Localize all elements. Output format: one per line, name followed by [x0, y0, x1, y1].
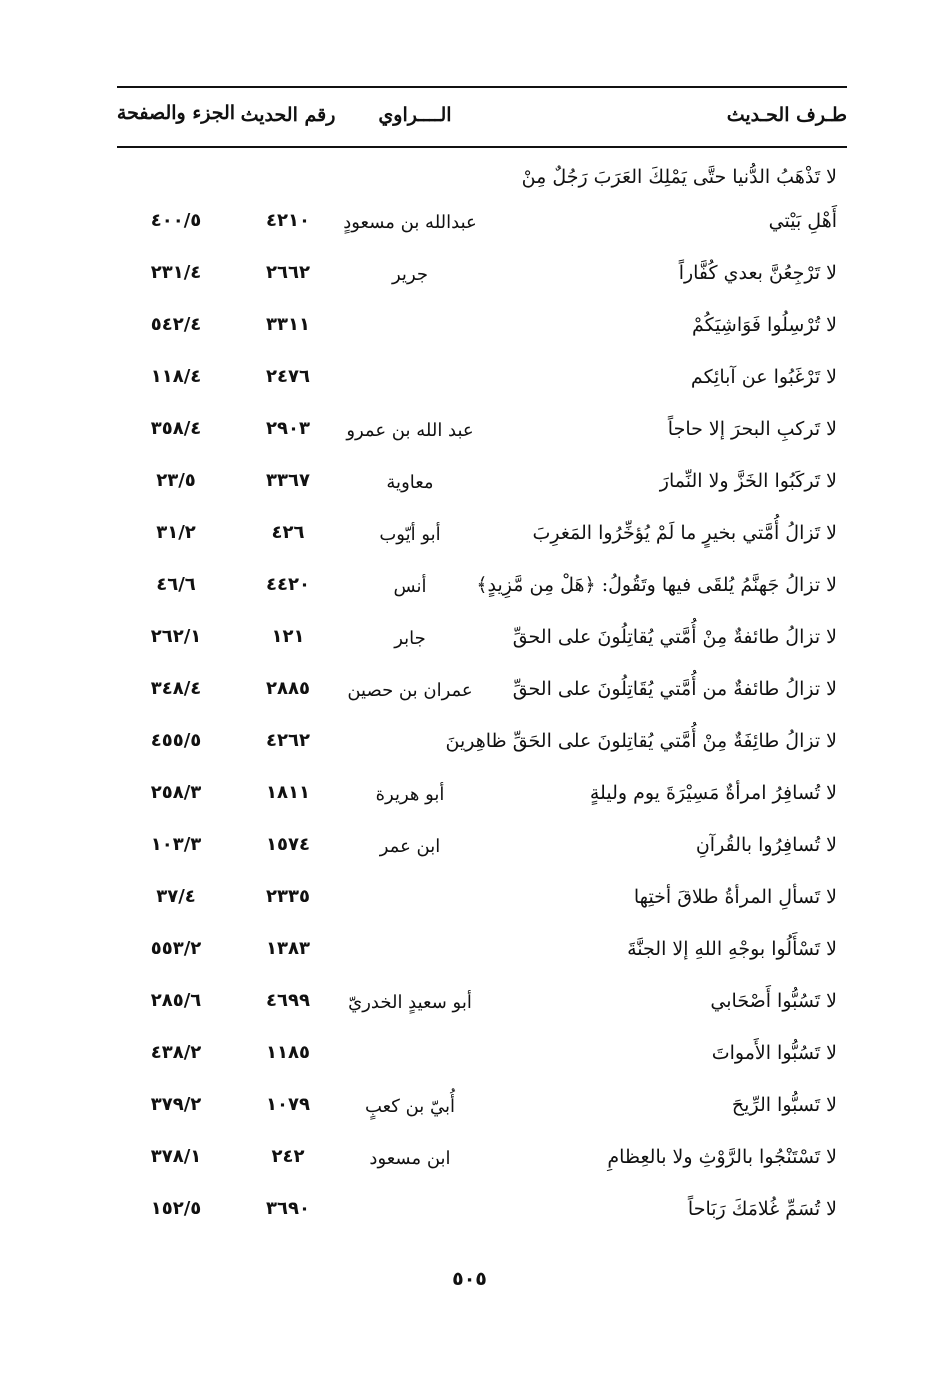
narrator: جابر — [394, 628, 426, 649]
hadith-text: أَهْلِ بَيْتي — [768, 210, 837, 232]
hadith-number: ١٥٧٤ — [266, 834, 310, 855]
hadith-text: لا تُرْسِلُوا فَوَاشِيَكُمْ — [692, 314, 837, 336]
hadith-text: لا تَرْجِعُنَّ بعدي كُفَّاراً — [678, 262, 837, 284]
hadith-number: ٣٦٩٠ — [266, 1198, 310, 1219]
hadith-number: ٢٤٢ — [271, 1146, 305, 1167]
header-hadith-number: رقم الحديث — [240, 104, 336, 126]
table-row — [100, 1138, 847, 1190]
hadith-text: لا تَزالُ أُمَّتي بخيرٍ ما لَمْ يُؤخِّرُوا المَغرِبَ — [532, 522, 837, 544]
hadith-number: ٣٣١١ — [266, 314, 310, 335]
hadith-text: لا تَسألِ المرأةُ طلاقَ أختِها — [633, 886, 837, 908]
hadith-text: لا تُسَمِّ غُلامَكَ رَبَاحاً — [687, 1198, 837, 1220]
hadith-number: ٣٣٦٧ — [266, 470, 310, 491]
narrator: عمران بن حصين — [347, 680, 473, 701]
hadith-number: ٤٦٩٩ — [266, 990, 310, 1011]
table-row — [100, 670, 847, 722]
volume-page: ٤٥٥/٥ — [150, 730, 202, 751]
hadith-number: ٤٢٦٢ — [266, 730, 310, 751]
volume-page: ١٥٢/٥ — [150, 1198, 202, 1219]
hadith-number: ٢٦٦٢ — [266, 262, 310, 283]
table-row — [100, 1034, 847, 1086]
narrator: أبو هريرة — [375, 784, 445, 805]
table-row — [100, 982, 847, 1034]
volume-page: ٣١/٢ — [156, 522, 196, 543]
hadith-number: ١٢١ — [271, 626, 305, 647]
hadith-text: لا تَسْتَنْجُوا بالرَّوْثِ ولا بالعِظامِ — [607, 1146, 837, 1168]
table-row — [100, 878, 847, 930]
volume-page: ١١٨/٤ — [150, 366, 202, 387]
volume-page: ٣٧٨/١ — [150, 1146, 202, 1167]
table-row — [100, 462, 847, 514]
narrator: ابن مسعود — [369, 1148, 451, 1169]
narrator: أُبيّ بن كعبٍ — [364, 1096, 456, 1117]
hadith-number: ٢٤٧٦ — [266, 366, 310, 387]
hadith-number: ٢٨٨٥ — [266, 678, 310, 699]
narrator: أبو سعيدٍ الخدريّ — [348, 992, 472, 1013]
hadith-index-table — [100, 158, 847, 1242]
table-row — [100, 306, 847, 358]
hadith-number: ٢٩٠٣ — [266, 418, 310, 439]
table-row — [100, 358, 847, 410]
table-row — [100, 410, 847, 462]
hadith-text: لا تَسْأَلُوا بوجْهِ اللهِ إلا الجنَّةَ — [627, 938, 837, 960]
hadith-text: لا تَسُبُّوا أَصْحَابي — [710, 990, 837, 1012]
volume-page: ٢٥٨/٣ — [150, 782, 202, 803]
narrator: معاوية — [386, 472, 434, 493]
hadith-text: لا تُسافِرُوا بالقُرآنِ — [695, 834, 837, 856]
narrator: جرير — [392, 264, 428, 285]
page-number: ٥٠٥ — [452, 1268, 487, 1290]
volume-page: ٣٥٨/٤ — [150, 418, 202, 439]
table-row — [100, 1190, 847, 1242]
volume-page: ٥٥٣/٢ — [150, 938, 202, 959]
hadith-number: ١١٨٥ — [266, 1042, 310, 1063]
volume-page: ٤٠٠/٥ — [150, 210, 202, 231]
volume-page: ٢٦٢/١ — [150, 626, 202, 647]
hadith-text: لا تَسُبُّوا الأَمواتَ — [711, 1042, 837, 1064]
hadith-number: ٢٣٣٥ — [266, 886, 310, 907]
hadith-text: لا تزالُ طائفةٌ مِنْ أُمَّتي يُقاتِلُونَ على الحقِّ — [512, 626, 837, 648]
narrator: أبو أيّوب — [379, 524, 441, 545]
hadith-text: لا تَسبُّوا الرِّيحَ — [731, 1094, 837, 1116]
narrator: أنس — [393, 576, 427, 597]
volume-page: ٤٣٨/٢ — [150, 1042, 202, 1063]
top-rule — [117, 86, 847, 88]
hadith-text: لا تُسافِرُ امرأةٌ مَسِيْرَةَ يوم وليلةٍ — [589, 782, 837, 804]
table-row — [100, 1086, 847, 1138]
hadith-text: لا تزالُ جَهنَّمُ يُلقَى فيها وتَقُولُ: ﴿هَلْ مِن مَّزِيدٍ﴾ — [476, 574, 837, 596]
volume-page: ٢٣١/٤ — [150, 262, 202, 283]
hadith-text: لا تَرْغَبُوا عن آبائِكم — [690, 366, 837, 388]
header-hadith: طـرف الحـديث — [726, 104, 847, 126]
table-header — [100, 100, 847, 140]
volume-page: ١٠٣/٣ — [150, 834, 202, 855]
narrator: عبدالله بن مسعودٍ — [343, 212, 477, 233]
hadith-text: لا تزالُ طائِفَةٌ مِنْ أُمَّتي يُقاتِلونَ على الحَقِّ ظاهِرينَ — [445, 730, 837, 752]
table-row — [100, 826, 847, 878]
table-row — [100, 158, 847, 202]
header-narrator: الــــراوي — [378, 104, 452, 126]
table-row — [100, 930, 847, 982]
header-rule — [117, 146, 847, 148]
header-volume-page: الجزء والصفحة — [116, 102, 236, 124]
hadith-number: ٤٢٦ — [271, 522, 305, 543]
hadith-number: ١٣٨٣ — [266, 938, 310, 959]
hadith-text: لا تَركَبُوا الخَزَّ ولا النِّمارَ — [659, 470, 837, 492]
hadith-number: ١٠٧٩ — [266, 1094, 310, 1115]
hadith-number: ١٨١١ — [266, 782, 310, 803]
hadith-number: ٤٤٢٠ — [266, 574, 310, 595]
table-row — [100, 566, 847, 618]
table-row — [100, 774, 847, 826]
volume-page: ٣٧٩/٢ — [150, 1094, 202, 1115]
narrator: ابن عمر — [379, 836, 441, 857]
volume-page: ٣٧/٤ — [156, 886, 196, 907]
volume-page: ٢٨٥/٦ — [150, 990, 202, 1011]
volume-page: ٢٣/٥ — [156, 470, 196, 491]
hadith-number: ٤٢١٠ — [266, 210, 310, 231]
table-row — [100, 254, 847, 306]
volume-page: ٤٦/٦ — [156, 574, 196, 595]
volume-page: ٥٤٢/٤ — [150, 314, 202, 335]
table-row — [100, 618, 847, 670]
hadith-text: لا تزالُ طائفةٌ من أُمَّتي يُقَاتِلُونَ على الحقِّ — [512, 678, 837, 700]
hadith-text: لا تَركبِ البحرَ إلا حاجاً — [667, 418, 837, 440]
narrator: عبد الله بن عمرو — [346, 420, 474, 441]
table-row — [100, 722, 847, 774]
table-row — [100, 514, 847, 566]
volume-page: ٣٤٨/٤ — [150, 678, 202, 699]
hadith-text: لا تَذْهَبُ الدُّنيا حتَّى يَمْلِكَ العَرَبَ رَجُلٌ مِنْ — [521, 166, 837, 188]
table-row — [100, 202, 847, 254]
